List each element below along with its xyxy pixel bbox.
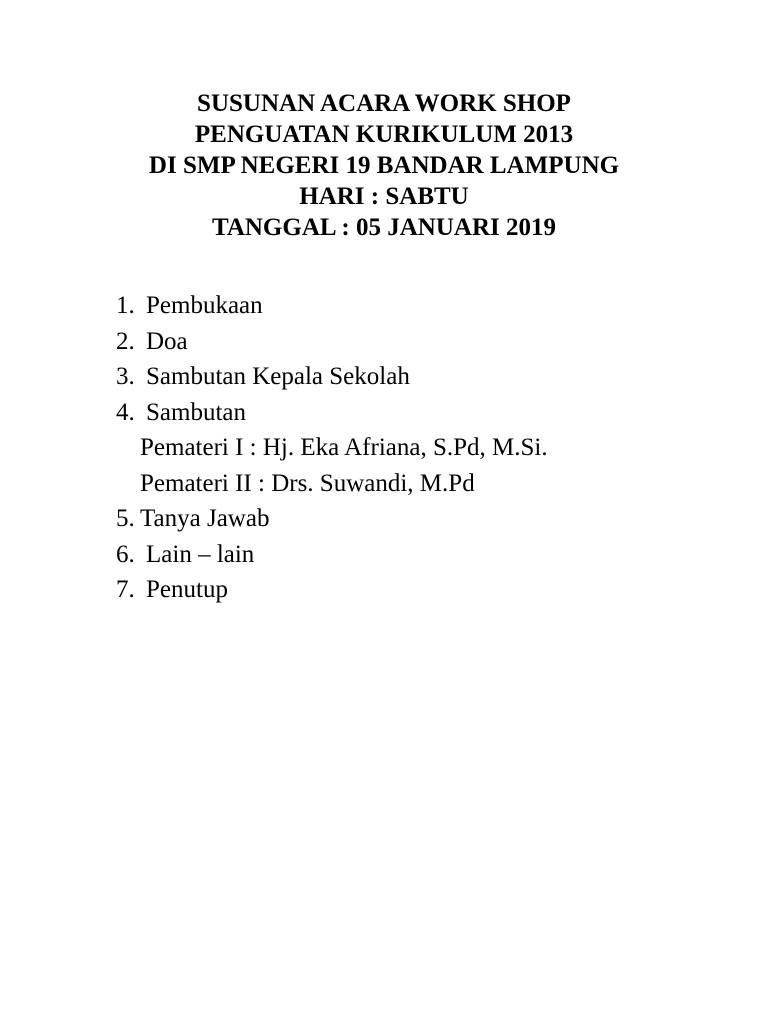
agenda-item-7 xyxy=(116,572,736,608)
agenda-list xyxy=(116,288,736,608)
agenda-item-5 xyxy=(116,501,736,537)
agenda-item-number: 3. xyxy=(116,363,135,390)
agenda-item-text: Pembukaan xyxy=(146,292,263,319)
agenda-item-text: Sambutan Kepala Sekolah xyxy=(146,363,410,390)
heading-day: HARI : SABTU xyxy=(299,183,469,210)
agenda-item-number: 5. xyxy=(116,505,135,532)
agenda-item-3 xyxy=(116,359,736,395)
heading-location: DI SMP NEGERI 19 BANDAR LAMPUNG xyxy=(148,152,620,179)
agenda-item-number: 6. xyxy=(116,540,135,568)
agenda-item-number: 4. xyxy=(116,398,135,426)
agenda-item-text: Sambutan xyxy=(146,398,246,426)
agenda-item-text: Penutup xyxy=(146,576,228,603)
agenda-item-2 xyxy=(116,324,736,360)
agenda-item-number: 7. xyxy=(116,576,135,603)
heading-subtitle: PENGUATAN KURIKULUM 2013 xyxy=(194,121,574,148)
agenda-item-text: Tanya Jawab xyxy=(140,505,270,532)
agenda-item-number: 2. xyxy=(116,327,135,355)
heading-date: TANGGAL : 05 JANUARI 2019 xyxy=(212,214,556,241)
heading-title: SUSUNAN ACARA WORK SHOP xyxy=(197,90,571,117)
agenda-item-number: 1. xyxy=(116,292,135,319)
agenda-item-4 xyxy=(116,395,736,431)
agenda-item-text: Lain – lain xyxy=(146,540,255,568)
agenda-item-text: Doa xyxy=(146,327,188,355)
agenda-speaker-2: Pemateri II : Drs. Suwandi, M.Pd xyxy=(140,469,475,497)
agenda-speaker-1: Pemateri I : Hj. Eka Afriana, S.Pd, M.Si. xyxy=(140,434,548,461)
document-heading xyxy=(0,88,768,243)
agenda-item-6 xyxy=(116,537,736,573)
agenda-item-1 xyxy=(116,288,736,324)
